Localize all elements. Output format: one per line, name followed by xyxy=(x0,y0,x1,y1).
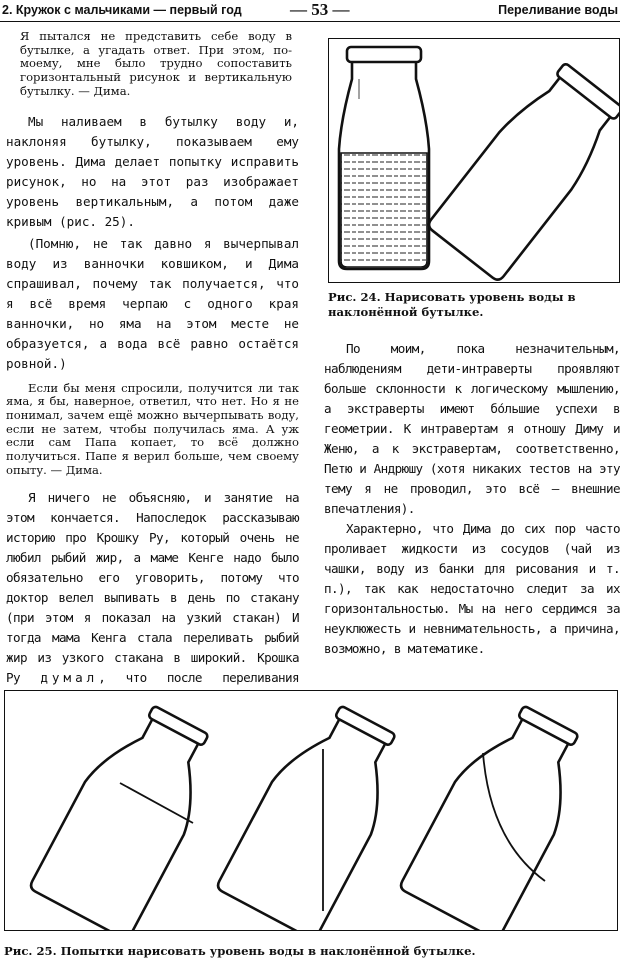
spaced-word: думал xyxy=(40,670,99,686)
tilted-bottle xyxy=(426,57,619,282)
figure-24-drawing xyxy=(329,39,619,282)
figure-25-caption: Рис. 25. Попытки нарисовать уровень воды в наклонённой бутылке. xyxy=(4,944,476,958)
upright-bottle xyxy=(339,47,429,269)
bottle-attempt-horizontal xyxy=(29,694,231,930)
right-column xyxy=(324,339,620,659)
page-number: — 53 — xyxy=(290,0,350,19)
para-kroshka-ru-part3: , что после переливания xyxy=(98,670,300,686)
para-introverts: По моим, пока незначительным, наблюдениям дети-интраверты проявляют больше склонности к логическому мышлению, а экстраверты имеют бо́льшие успехи в геометрии. К интравертам я отношу Диму и Женю, а к экстравертам, соответственно, Петю и Андрюшу (хотя никаких тестов на эту тему я не проводил, это всё — внешние впечатления). xyxy=(324,341,620,516)
bottle-attempt-curved xyxy=(399,694,601,930)
para-kroshka-ru-part2: И тогда мама Кенга стала переливать рыбий жир из узкого стакана в широкий. Крошка Ру xyxy=(6,610,299,686)
para-kroshka-ru-part1: Я ничего не объясняю, и занятие на этом кончается. Напоследок рассказываю историю про Крошку Ру, который очень не любил рыбий жир, а маме Кенге надо было обязательно его уговорить, потому что доктор велел выпивать в день по стакану (при этом я показал на узкий стакан) xyxy=(6,490,299,626)
para-spills: Характерно, что Дима до сих пор часто проливает жидкости из сосудов (чай из чашки, воду из банки для рисования и т. п.), так как недостаточно следит за их горизонтальностью. Мы на него сердимся за неуклюжесть и невнимательность, а причина, возможно, в математике. xyxy=(324,521,620,656)
note-dima-2: Если бы меня спросили, получится ли так яма, я бы, наверное, ответил, что нет. Но я не понимал, зачем ещё можно вычерпывать воду, если не затем, чтобы получилась яма. А уж если сам Папа копает, то всё должно получиться. Папе я верил больше, чем своему опыту. — Дима. xyxy=(6,380,299,477)
running-header xyxy=(0,0,620,22)
header-chapter: 2. Кружок с мальчиками — первый год xyxy=(2,3,242,17)
bottle-attempt-vertical xyxy=(216,694,418,930)
figure-24-caption: Рис. 24. Нарисовать уровень воды в наклонённой бутылке. xyxy=(328,290,576,319)
para-ladle: (Помню, не так давно я вычерпывал воду из ванночки ковшиком, и Дима спрашивал, почему так получается, что я всё время черпаю с одного края ванночки, но яма на этом месте не образуется, а вода всё равно остаётся ровной.) xyxy=(6,235,299,371)
note-dima-1: Я пытался не представить себе воду в бутылке, а угадать ответ. При этом, по-моему, мне было трудно сопоставить горизонтальный рисунок и вертикальную бутылку. — Дима. xyxy=(20,29,292,98)
header-rule xyxy=(0,21,620,22)
figure-25 xyxy=(4,690,618,931)
left-column xyxy=(6,30,299,768)
header-section: Переливание воды xyxy=(498,3,618,17)
figure-25-drawing xyxy=(5,691,617,930)
figure-24 xyxy=(328,38,620,283)
para-pour-water: Мы наливаем в бутылку воду и, наклоняя бутылку, показываем ему уровень. Дима делает попытку исправить рисунок, но на этот раз изображает уровень вертикальным, а потом даже кривым (рис. 25). xyxy=(6,113,299,229)
